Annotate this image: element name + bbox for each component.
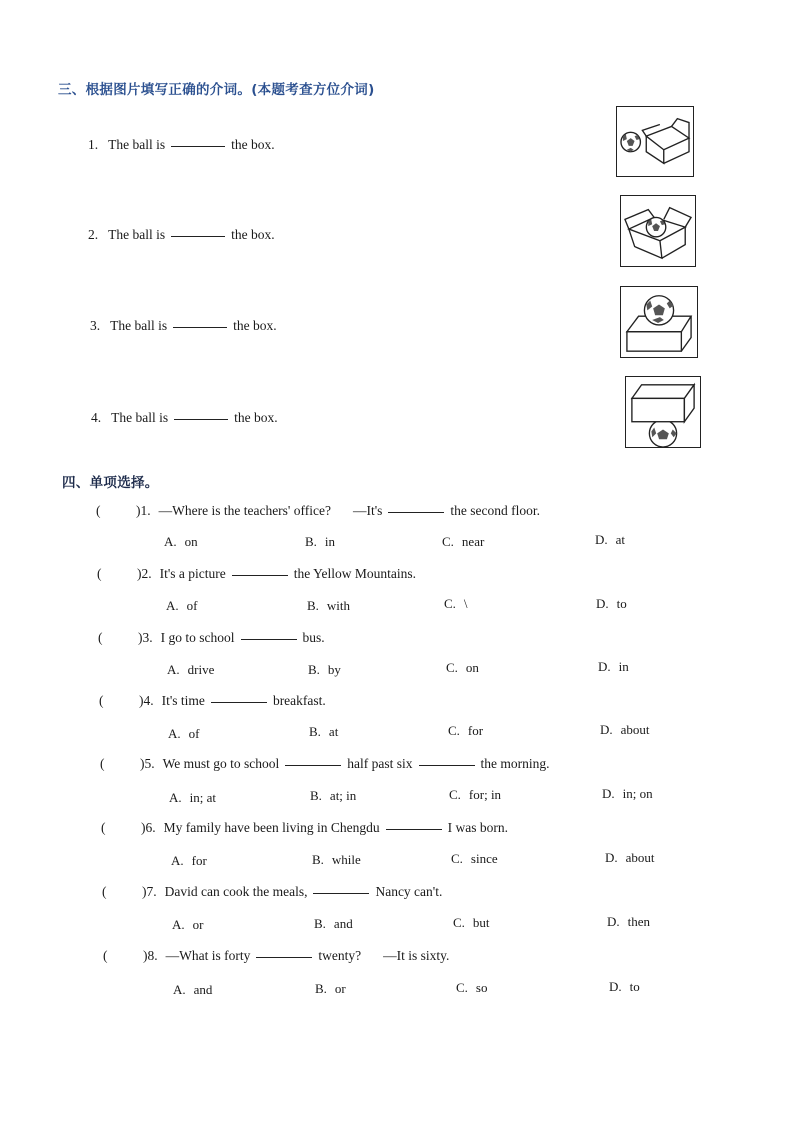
answer-blank <box>256 956 312 958</box>
question-number: )1. <box>136 503 151 518</box>
option-letter: C. <box>444 596 456 611</box>
option-text: on <box>184 534 198 549</box>
answer-paren[interactable]: ( <box>96 503 101 518</box>
mc-question-8 <box>103 948 449 964</box>
answer-blank <box>386 828 442 830</box>
option-letter: D. <box>598 659 611 674</box>
option-a[interactable] <box>167 662 214 678</box>
option-letter: B. <box>312 852 324 867</box>
option-letter: B. <box>314 916 326 931</box>
option-d[interactable] <box>607 914 650 930</box>
option-text: or <box>334 981 346 996</box>
answer-paren[interactable]: ( <box>97 566 102 581</box>
answer-blank <box>241 638 297 640</box>
answer-paren[interactable]: ( <box>103 948 108 963</box>
option-letter: A. <box>171 853 184 868</box>
fill-question-2 <box>88 227 275 243</box>
option-text: then <box>627 914 651 929</box>
answer-blank[interactable] <box>171 235 225 237</box>
question-number: )2. <box>137 566 152 581</box>
answer-blank <box>419 764 475 766</box>
option-a[interactable] <box>171 853 207 869</box>
option-b[interactable] <box>308 662 341 678</box>
option-text: to <box>616 596 627 611</box>
option-letter: D. <box>609 979 622 994</box>
answer-blank <box>388 511 444 513</box>
ball-in-box-icon <box>620 195 696 267</box>
option-letter: A. <box>167 662 180 677</box>
answer-paren[interactable]: ( <box>100 756 105 771</box>
stem-part: the second floor. <box>450 503 541 518</box>
ball-under-box-icon <box>625 376 701 448</box>
option-letter: A. <box>168 726 181 741</box>
option-text: at <box>328 724 339 739</box>
option-letter: C. <box>442 534 454 549</box>
fill-question-4 <box>91 410 278 426</box>
stem-part: We must go to school <box>162 756 280 771</box>
option-letter: B. <box>309 724 321 739</box>
fill-question-1 <box>88 137 275 153</box>
answer-paren[interactable]: ( <box>98 630 103 645</box>
option-c[interactable] <box>451 851 498 867</box>
option-text: and <box>333 916 353 931</box>
option-text: since <box>470 851 498 866</box>
mc-question-1 <box>96 503 540 519</box>
answer-paren[interactable]: ( <box>102 884 107 899</box>
ball-beside-box-icon <box>616 106 694 177</box>
option-a[interactable] <box>169 790 216 806</box>
option-text: while <box>331 852 361 867</box>
option-c[interactable] <box>444 596 468 612</box>
stem-part: I was born. <box>447 820 508 835</box>
mc-question-7 <box>102 884 442 900</box>
option-letter: C. <box>446 660 458 675</box>
option-text: of <box>188 726 200 741</box>
question-number: )3. <box>138 630 153 645</box>
stem-part: —Where is the teachers' office? <box>158 503 331 518</box>
stem-part: David can cook the meals, <box>164 884 308 899</box>
question-number: )4. <box>139 693 154 708</box>
option-letter: B. <box>315 981 327 996</box>
option-letter: B. <box>308 662 320 677</box>
stem-part: —It is sixty. <box>383 948 450 963</box>
option-b[interactable] <box>307 598 350 614</box>
option-text: but <box>472 915 490 930</box>
question-number: 1. <box>88 137 99 152</box>
option-d[interactable] <box>602 786 653 802</box>
section-3-title: 三、根据图片填写正确的介词。(本题考查方位介词) <box>58 82 375 98</box>
question-text-after: the box. <box>233 318 277 333</box>
option-letter: D. <box>605 850 618 865</box>
option-text: in <box>618 659 629 674</box>
answer-blank <box>211 701 267 703</box>
question-number: )5. <box>140 756 155 771</box>
option-b[interactable] <box>312 852 361 868</box>
question-number: )6. <box>141 820 156 835</box>
answer-blank <box>313 892 369 894</box>
option-letter: B. <box>305 534 317 549</box>
option-a[interactable] <box>168 726 199 742</box>
question-text-before: The ball is <box>108 227 166 242</box>
question-text-after: the box. <box>231 227 275 242</box>
option-text: to <box>629 979 640 994</box>
option-letter: D. <box>600 722 613 737</box>
option-letter: A. <box>173 982 186 997</box>
option-letter: A. <box>164 534 177 549</box>
answer-blank[interactable] <box>171 145 225 147</box>
mc-question-3 <box>98 630 325 646</box>
question-number: 2. <box>88 227 99 242</box>
option-c[interactable] <box>446 660 479 676</box>
question-text-before: The ball is <box>108 137 166 152</box>
mc-question-5 <box>100 756 550 772</box>
option-text: for; in <box>468 787 502 802</box>
fill-question-3 <box>90 318 277 334</box>
option-d[interactable] <box>598 659 629 675</box>
option-text: at; in <box>329 788 357 803</box>
answer-blank[interactable] <box>173 326 227 328</box>
option-text: near <box>461 534 485 549</box>
stem-part: My family have been living in Chengdu <box>163 820 380 835</box>
option-letter: A. <box>169 790 182 805</box>
option-text: in <box>324 534 336 549</box>
stem-part: the Yellow Mountains. <box>293 566 417 581</box>
option-letter: B. <box>310 788 322 803</box>
option-text: by <box>327 662 341 677</box>
option-letter: A. <box>172 917 185 932</box>
option-text: drive <box>187 662 215 677</box>
option-text: in; at <box>189 790 216 805</box>
option-text: about <box>620 722 650 737</box>
option-text: with <box>326 598 351 613</box>
option-letter: D. <box>595 532 608 547</box>
option-text: about <box>625 850 655 865</box>
answer-paren[interactable]: ( <box>101 820 106 835</box>
option-a[interactable] <box>166 598 197 614</box>
question-text-after: the box. <box>231 137 275 152</box>
option-b[interactable] <box>314 916 353 932</box>
question-text-before: The ball is <box>111 410 169 425</box>
option-letter: C. <box>451 851 463 866</box>
option-a[interactable] <box>173 982 212 998</box>
answer-blank <box>285 764 341 766</box>
stem-part: bus. <box>302 630 325 645</box>
option-text: and <box>193 982 213 997</box>
option-letter: D. <box>596 596 609 611</box>
stem-part: It's a picture <box>159 566 226 581</box>
answer-paren[interactable]: ( <box>99 693 104 708</box>
stem-part: half past six <box>347 756 413 771</box>
option-d[interactable] <box>605 850 655 866</box>
option-c[interactable] <box>456 980 487 996</box>
option-d[interactable] <box>600 722 650 738</box>
option-d[interactable] <box>609 979 640 995</box>
option-c[interactable] <box>449 787 501 803</box>
option-b[interactable] <box>315 981 346 997</box>
option-a[interactable] <box>172 917 203 933</box>
option-text: on <box>465 660 479 675</box>
question-number: 3. <box>90 318 101 333</box>
ball-on-box-icon <box>620 286 698 358</box>
option-letter: D. <box>602 786 615 801</box>
stem-part: —What is forty <box>165 948 251 963</box>
stem-part: —It's <box>352 503 383 518</box>
question-text-before: The ball is <box>110 318 168 333</box>
option-text: \ <box>463 596 468 611</box>
stem-part: It's time <box>161 693 205 708</box>
answer-blank[interactable] <box>174 418 228 420</box>
stem-part: the morning. <box>480 756 550 771</box>
stem-part: twenty? <box>318 948 362 963</box>
option-letter: C. <box>456 980 468 995</box>
option-text: for <box>191 853 207 868</box>
stem-part: Nancy can't. <box>375 884 443 899</box>
question-number: 4. <box>91 410 102 425</box>
option-text: at <box>615 532 626 547</box>
option-text: so <box>475 980 488 995</box>
option-d[interactable] <box>596 596 627 612</box>
option-letter: C. <box>453 915 465 930</box>
option-letter: C. <box>448 723 460 738</box>
option-letter: D. <box>607 914 620 929</box>
option-text: or <box>192 917 204 932</box>
option-letter: C. <box>449 787 461 802</box>
mc-question-2 <box>97 566 416 582</box>
section-4-title: 四、单项选择。 <box>62 475 159 491</box>
option-letter: A. <box>166 598 179 613</box>
option-b[interactable] <box>310 788 356 804</box>
option-c[interactable] <box>453 915 490 931</box>
option-text: of <box>186 598 198 613</box>
mc-question-6 <box>101 820 508 836</box>
question-number: )8. <box>143 948 158 963</box>
mc-question-4 <box>99 693 326 709</box>
option-d[interactable] <box>595 532 625 548</box>
answer-blank <box>232 574 288 576</box>
stem-part: breakfast. <box>272 693 326 708</box>
option-text: in; on <box>622 786 653 801</box>
option-text: for <box>467 723 484 738</box>
question-number: )7. <box>142 884 157 899</box>
option-b[interactable] <box>309 724 338 740</box>
option-c[interactable] <box>448 723 483 739</box>
stem-part: I go to school <box>160 630 235 645</box>
option-c[interactable] <box>442 534 484 550</box>
question-text-after: the box. <box>234 410 278 425</box>
option-letter: B. <box>307 598 319 613</box>
option-a[interactable] <box>164 534 198 550</box>
option-b[interactable] <box>305 534 335 550</box>
